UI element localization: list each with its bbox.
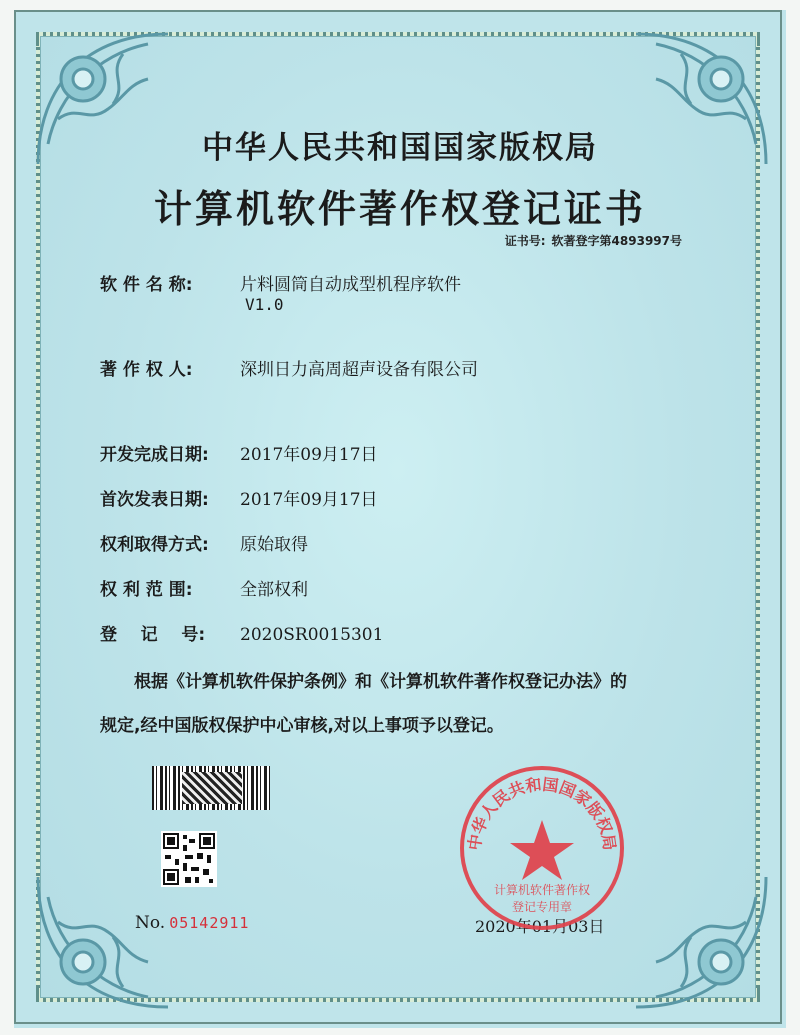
corner-ornament-bottom-right: [626, 867, 776, 1017]
certificate-number-label: 证书号:: [504, 234, 546, 248]
field-dev-date: [100, 440, 378, 465]
dev-date-label: 开发完成日期:: [100, 445, 209, 465]
corner-ornament-bottom-left: [28, 867, 178, 1017]
serial-number-value: 05142911: [169, 914, 250, 932]
certificate-title: 计算机软件著作权登记证书: [153, 187, 646, 231]
field-scope: [100, 575, 308, 600]
software-name-value: 片料圆筒自动成型机程序软件: [240, 275, 461, 295]
registration-no-label: 登 记 号:: [100, 625, 206, 645]
field-registration-no: [100, 620, 383, 645]
seal-center-line-1: 计算机软件著作权: [493, 883, 591, 897]
certificate-number: [499, 232, 682, 249]
issuing-authority: 中华人民共和国国家版权局: [202, 130, 598, 166]
official-seal: [458, 764, 626, 932]
dev-date-value: 2017年09月17日: [240, 445, 378, 465]
field-acquire: [100, 530, 308, 555]
scope-value: 全部权利: [240, 580, 308, 600]
acquire-label: 权利取得方式:: [100, 535, 209, 555]
issue-date: 2020年01月03日: [475, 917, 605, 936]
field-owner: [100, 355, 478, 380]
statement-line-1: 根据《计算机软件保护条例》和《计算机软件著作权登记办法》的: [134, 672, 627, 692]
field-software-name: [100, 270, 461, 295]
serial-number: [135, 913, 249, 933]
registration-no-value: 2020SR0015301: [240, 625, 384, 645]
acquire-value: 原始取得: [240, 535, 308, 555]
seal-center-line-2: 登记专用章: [511, 900, 573, 914]
scope-label: 权 利 范 围:: [100, 580, 193, 600]
seal-star-icon: [510, 820, 574, 880]
software-name-label: 软 件 名 称:: [100, 275, 193, 295]
certificate-number-value: 软著登字第4893997号: [551, 234, 682, 248]
seal-ring-text: 中华人民共和国国家版权局: [464, 774, 620, 852]
field-pub-date: [100, 485, 378, 510]
qr-code: [161, 831, 217, 887]
statement-line-2: 规定,经中国版权保护中心审核,对以上事项予以登记。: [100, 716, 504, 736]
owner-value: 深圳日力高周超声设备有限公司: [240, 360, 478, 380]
serial-number-label: No.: [135, 913, 166, 933]
owner-label: 著 作 权 人:: [100, 360, 193, 380]
pub-date-value: 2017年09月17日: [240, 490, 378, 510]
software-version: V1.0: [245, 295, 284, 314]
barcode: [152, 766, 270, 810]
pub-date-label: 首次发表日期:: [100, 490, 209, 510]
